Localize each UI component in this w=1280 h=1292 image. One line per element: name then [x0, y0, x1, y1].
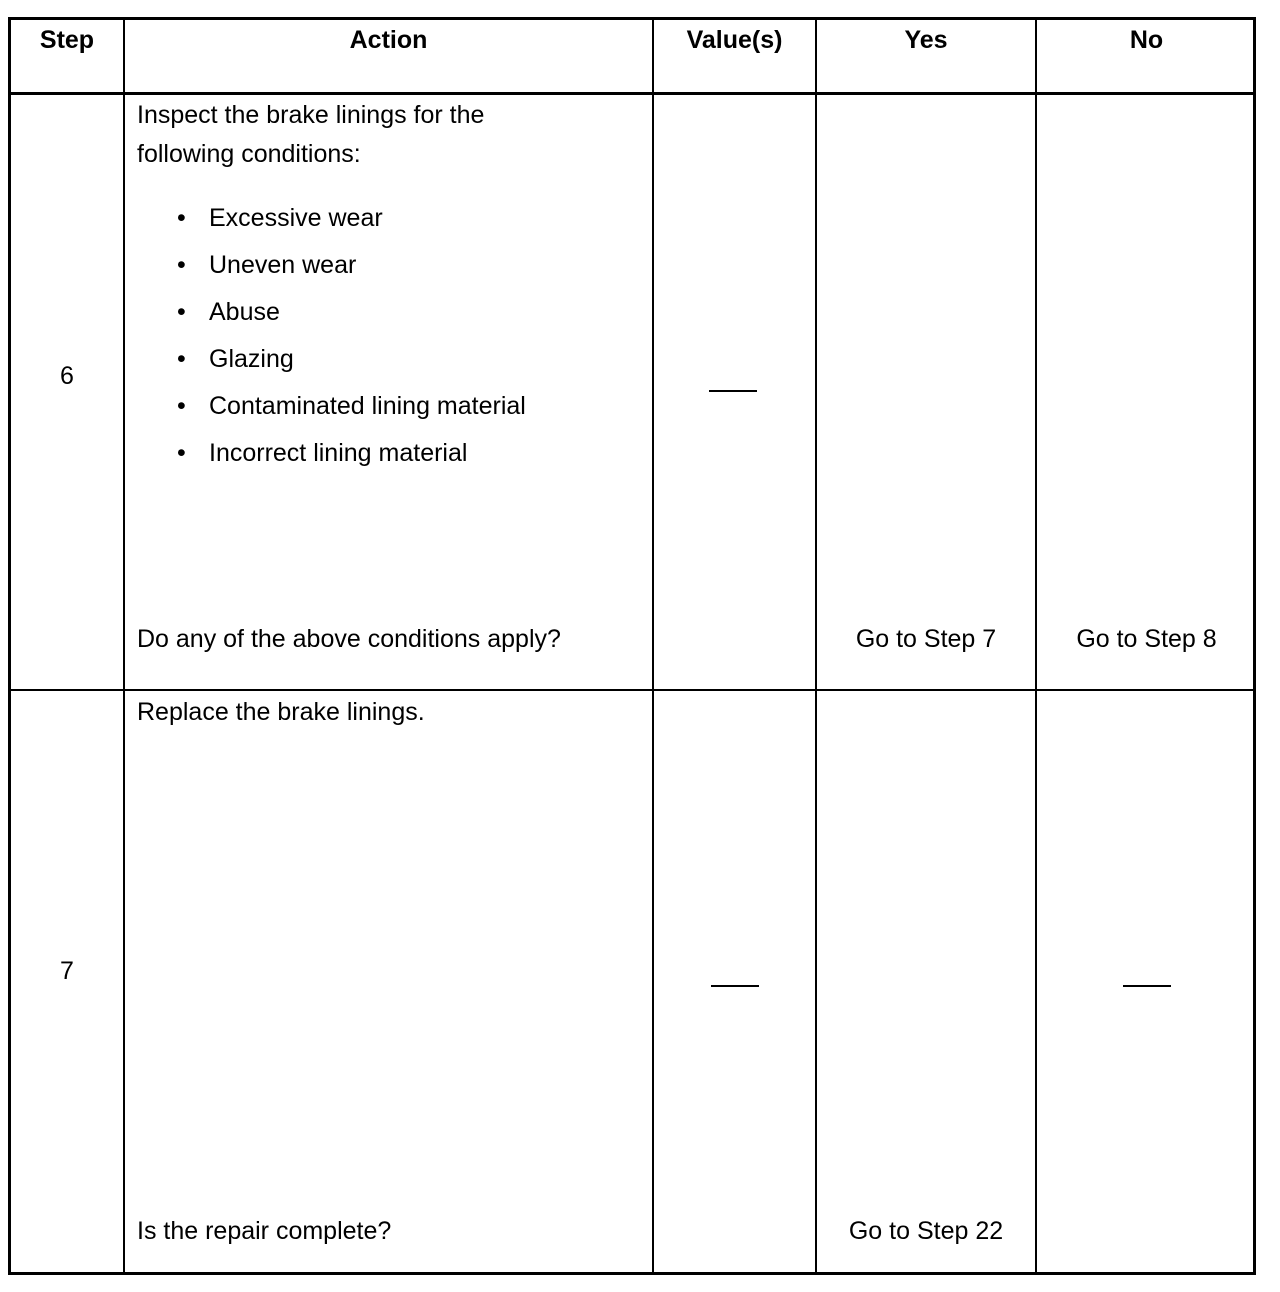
column-divider	[652, 20, 654, 1272]
row-divider	[11, 689, 1253, 691]
yes-result: Go to Step 22	[848, 1217, 1004, 1245]
list-item: • Contaminated lining material	[137, 383, 526, 430]
action-intro-line: Inspect the brake linings for the	[137, 101, 485, 129]
row-step-number: 7	[60, 957, 74, 985]
row-step-number: 6	[60, 362, 74, 390]
list-item: • Glazing	[137, 336, 526, 383]
list-item: • Uneven wear	[137, 242, 526, 289]
no-result: Go to Step 8	[1076, 625, 1217, 653]
value-dash	[711, 985, 759, 987]
header-no: No	[1129, 26, 1164, 54]
list-item: • Excessive wear	[137, 195, 526, 242]
header-action: Action	[349, 26, 428, 54]
value-dash	[709, 390, 757, 392]
list-item: • Abuse	[137, 289, 526, 336]
conditions-list	[137, 195, 526, 477]
header-values: Value(s)	[686, 26, 783, 54]
header-divider	[11, 92, 1253, 95]
action-intro-line: following conditions:	[137, 140, 361, 168]
action-question: Is the repair complete?	[137, 1217, 392, 1245]
action-question: Do any of the above conditions apply?	[137, 625, 561, 653]
no-dash	[1123, 985, 1171, 987]
action-intro: Replace the brake linings.	[137, 698, 425, 726]
header-step: Step	[39, 26, 95, 54]
diagnostic-table	[8, 17, 1256, 1275]
list-item: • Incorrect lining material	[137, 430, 526, 477]
column-divider	[123, 20, 125, 1272]
yes-result: Go to Step 7	[855, 625, 997, 653]
header-yes: Yes	[904, 26, 948, 54]
